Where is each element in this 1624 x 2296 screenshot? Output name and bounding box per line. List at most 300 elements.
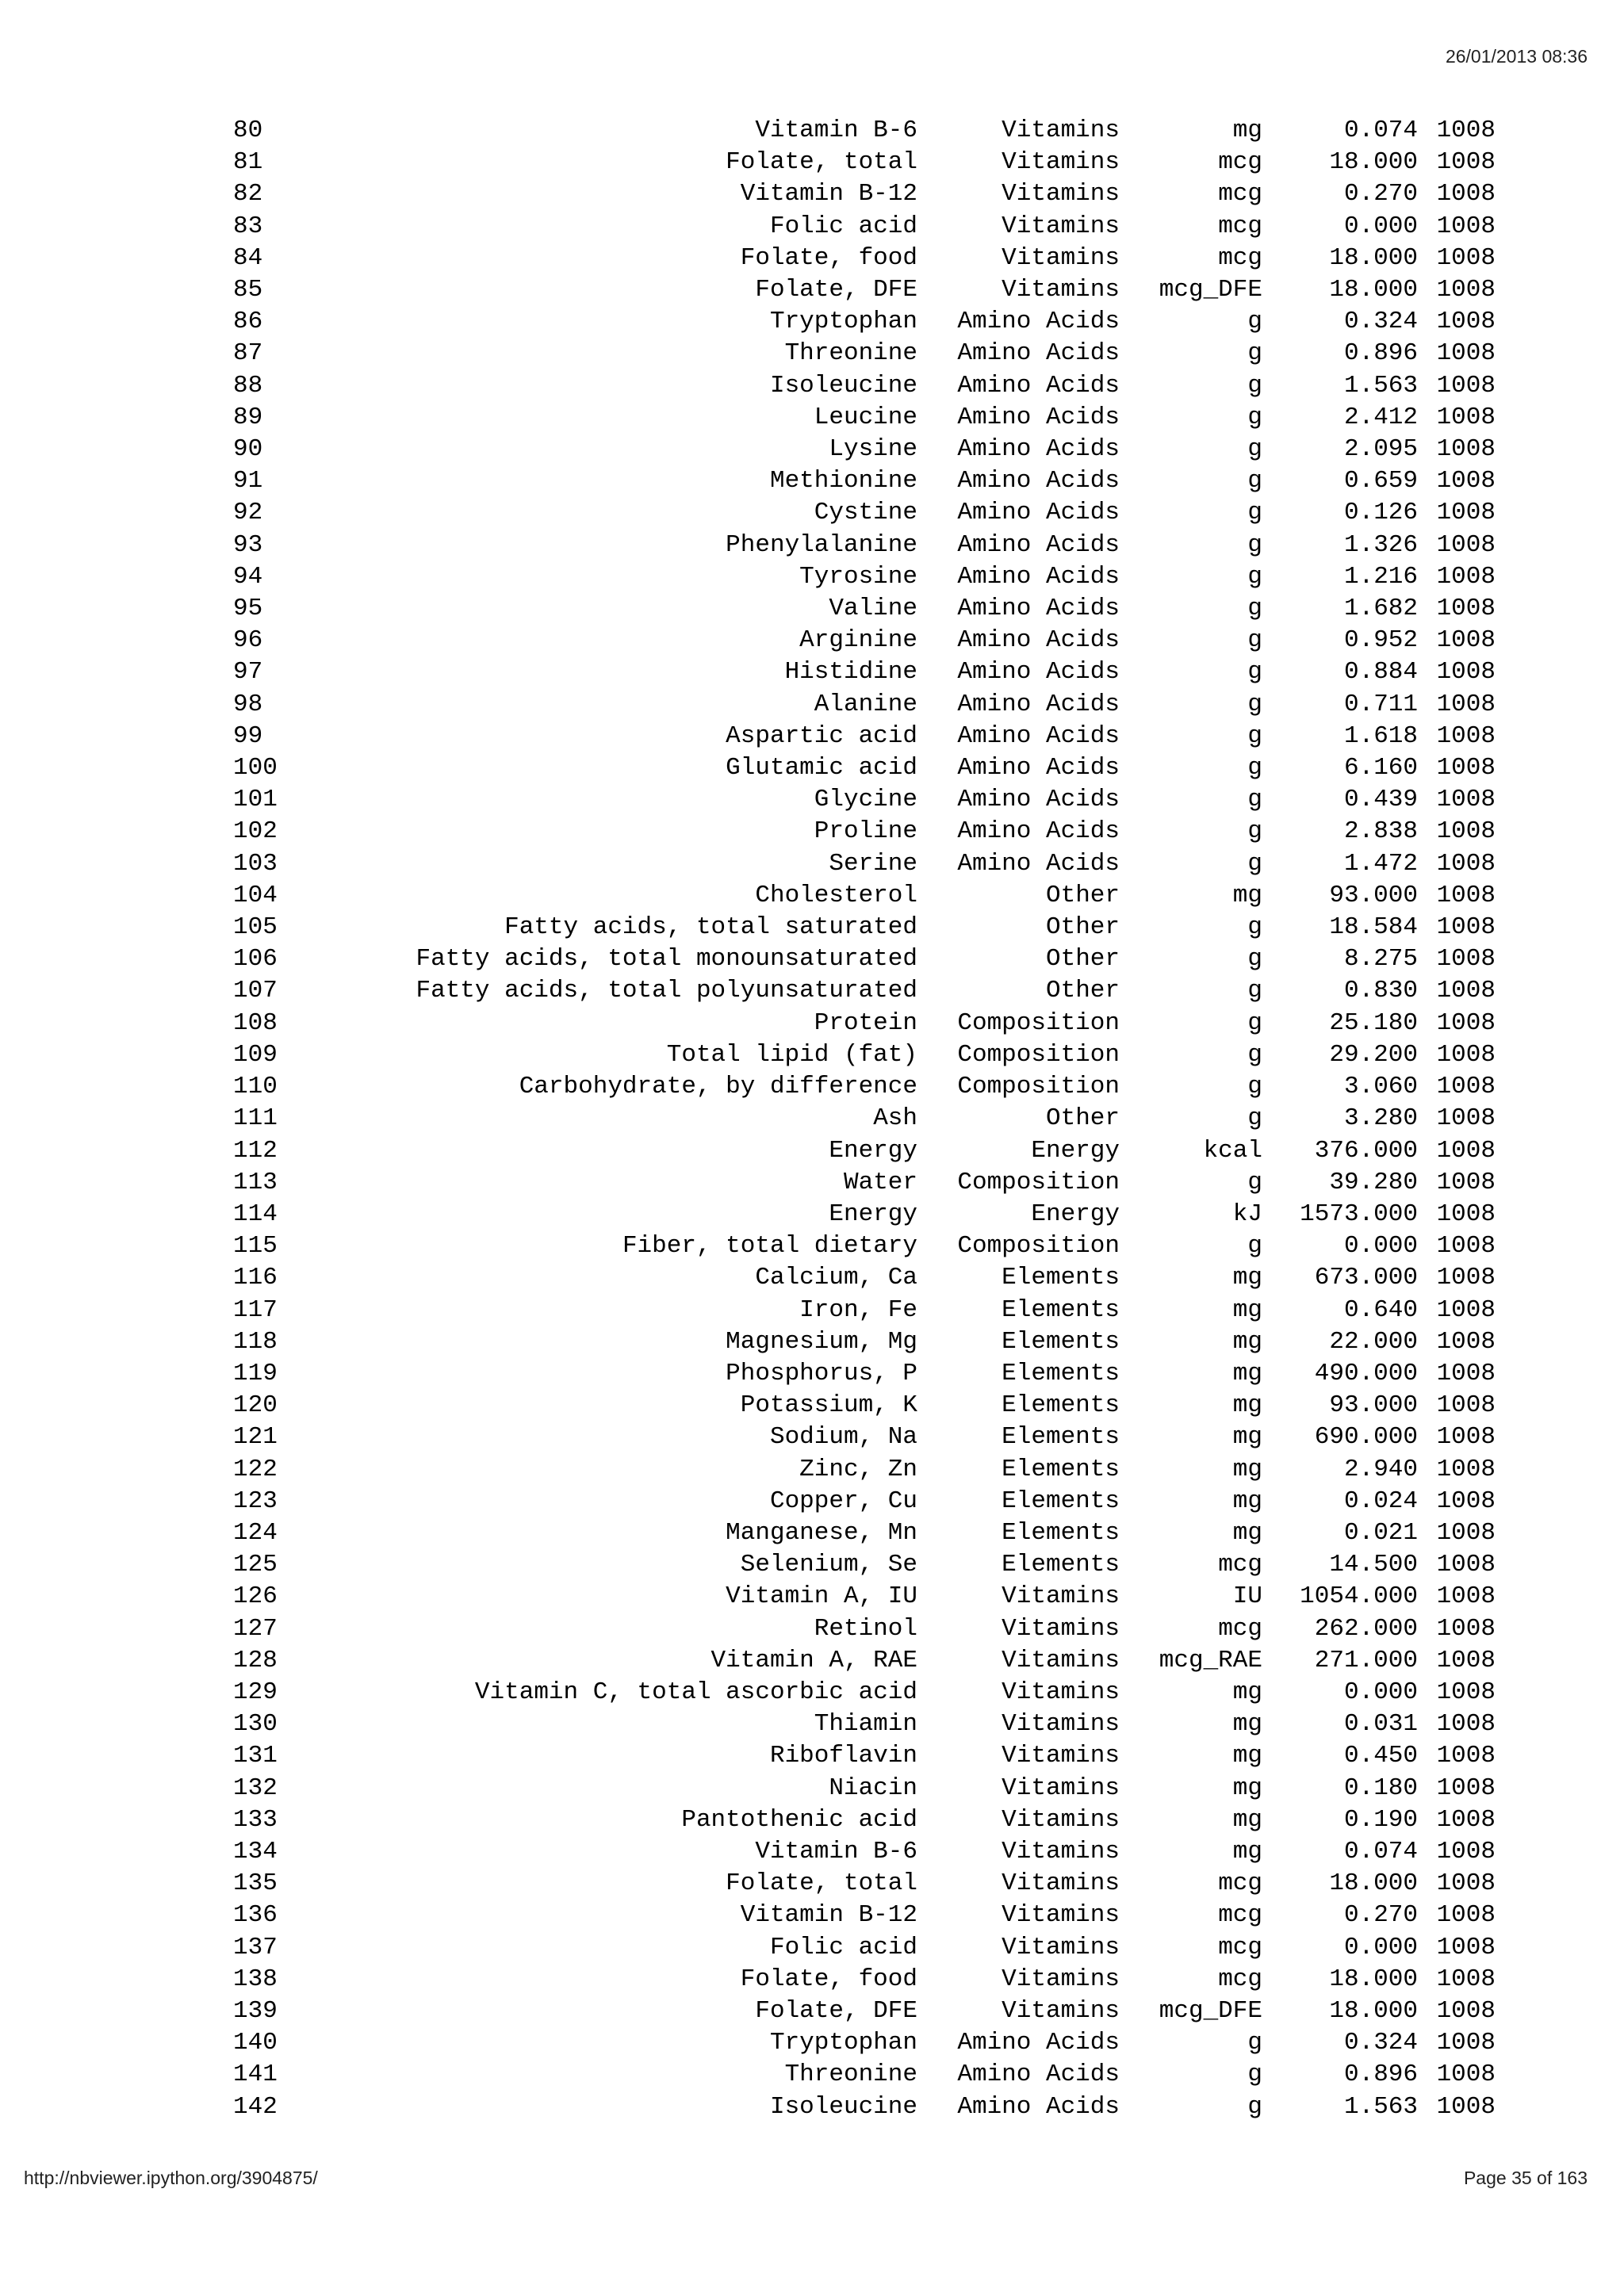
nutrient-name: Protein — [814, 1008, 917, 1037]
nutrient-value: 0.952 — [1343, 626, 1418, 655]
row-index: 113 — [233, 1168, 278, 1196]
food-group-id: 1008 — [1436, 499, 1496, 527]
food-group-id: 1008 — [1436, 2092, 1496, 2121]
nutrient-category: Vitamins — [1002, 1837, 1120, 1866]
row-index: 136 — [233, 1901, 278, 1930]
row-index: 82 — [233, 180, 263, 209]
nutrient-unit: g — [1247, 1104, 1262, 1133]
food-group-id: 1008 — [1436, 1837, 1496, 1866]
food-group-id: 1008 — [1436, 1774, 1496, 1802]
nutrient-category: Amino Acids — [957, 690, 1120, 718]
table-row — [233, 784, 1496, 816]
nutrient-unit: g — [1247, 754, 1262, 783]
row-index: 94 — [233, 562, 263, 591]
food-group-id: 1008 — [1436, 1136, 1496, 1165]
nutrient-value: 1.563 — [1343, 2092, 1418, 2121]
table-row — [233, 1709, 1496, 1740]
nutrient-value: 0.659 — [1343, 467, 1418, 496]
nutrient-category: Other — [1045, 881, 1120, 909]
food-group-id: 1008 — [1436, 1455, 1496, 1483]
nutrient-category: Elements — [1002, 1487, 1120, 1515]
nutrient-value: 25.180 — [1329, 1008, 1418, 1037]
food-group-id: 1008 — [1436, 1104, 1496, 1133]
nutrient-category: Other — [1045, 913, 1120, 942]
food-group-id: 1008 — [1436, 562, 1496, 591]
nutrient-value: 6.160 — [1343, 754, 1418, 783]
food-group-id: 1008 — [1436, 1646, 1496, 1674]
food-group-id: 1008 — [1436, 1582, 1496, 1611]
food-group-id: 1008 — [1436, 754, 1496, 783]
nutrient-name: Retinol — [814, 1614, 917, 1643]
table-row — [233, 1645, 1496, 1677]
food-group-id: 1008 — [1436, 530, 1496, 559]
nutrient-unit: mcg — [1218, 1614, 1262, 1643]
table-row — [233, 1071, 1496, 1103]
row-index: 100 — [233, 754, 278, 783]
nutrient-name: Tryptophan — [769, 2029, 917, 2057]
nutrient-value: 2.095 — [1343, 435, 1418, 464]
row-index: 140 — [233, 2029, 278, 2057]
table-row — [233, 1486, 1496, 1517]
nutrient-value: 0.190 — [1343, 1805, 1418, 1834]
nutrient-category: Amino Acids — [957, 595, 1120, 623]
food-group-id: 1008 — [1436, 658, 1496, 687]
food-group-id: 1008 — [1436, 881, 1496, 909]
nutrient-category: Amino Acids — [957, 786, 1120, 814]
nutrient-category: Composition — [957, 1232, 1120, 1261]
nutrient-name: Folic acid — [769, 212, 917, 240]
table-row — [233, 306, 1496, 338]
table-row — [233, 1868, 1496, 1900]
row-index: 109 — [233, 1040, 278, 1069]
table-row — [233, 1326, 1496, 1358]
row-index: 89 — [233, 403, 263, 431]
nutrient-category: Vitamins — [1002, 1965, 1120, 1993]
table-row — [233, 434, 1496, 465]
nutrient-value: 271.000 — [1314, 1646, 1418, 1674]
nutrient-unit: g — [1247, 1008, 1262, 1037]
nutrient-unit: g — [1247, 530, 1262, 559]
nutrient-name: Energy — [829, 1136, 917, 1165]
table-row — [233, 1613, 1496, 1645]
row-index: 103 — [233, 849, 278, 878]
food-group-id: 1008 — [1436, 595, 1496, 623]
table-row — [233, 1199, 1496, 1230]
nutrient-category: Vitamins — [1002, 180, 1120, 209]
nutrient-unit: g — [1247, 626, 1262, 655]
nutrient-category: Elements — [1002, 1295, 1120, 1324]
table-row — [233, 1996, 1496, 2027]
nutrient-value: 0.270 — [1343, 180, 1418, 209]
nutrient-value: 490.000 — [1314, 1359, 1418, 1387]
food-group-id: 1008 — [1436, 1423, 1496, 1452]
nutrient-value: 1.216 — [1343, 562, 1418, 591]
nutrient-name: Folate, total — [726, 1869, 917, 1898]
nutrient-table-body — [233, 115, 1496, 2123]
nutrient-value: 93.000 — [1329, 1391, 1418, 1420]
food-group-id: 1008 — [1436, 243, 1496, 272]
nutrient-name: Isoleucine — [769, 2092, 917, 2121]
food-group-id: 1008 — [1436, 212, 1496, 240]
nutrient-unit: mcg — [1218, 212, 1262, 240]
table-row — [233, 1358, 1496, 1390]
table-row — [233, 912, 1496, 943]
row-index: 88 — [233, 371, 263, 400]
nutrient-value: 0.896 — [1343, 339, 1418, 368]
nutrient-name: Lysine — [829, 435, 917, 464]
nutrient-unit: mg — [1232, 1295, 1262, 1324]
row-index: 134 — [233, 1837, 278, 1866]
food-group-id: 1008 — [1436, 945, 1496, 974]
table-row — [233, 1103, 1496, 1135]
nutrient-value: 0.830 — [1343, 977, 1418, 1005]
nutrient-unit: g — [1247, 339, 1262, 368]
nutrient-unit: mcg — [1218, 148, 1262, 177]
nutrient-value: 2.940 — [1343, 1455, 1418, 1483]
food-group-id: 1008 — [1436, 1965, 1496, 1993]
table-row — [233, 211, 1496, 243]
nutrient-name: Potassium, K — [740, 1391, 917, 1420]
food-group-id: 1008 — [1436, 1008, 1496, 1037]
nutrient-unit: g — [1247, 945, 1262, 974]
nutrient-category: Elements — [1002, 1455, 1120, 1483]
nutrient-unit: mcg — [1218, 1869, 1262, 1898]
food-group-id: 1008 — [1436, 1551, 1496, 1579]
nutrient-category: Energy — [1031, 1136, 1120, 1165]
table-row — [233, 497, 1496, 529]
nutrient-category: Elements — [1002, 1359, 1120, 1387]
table-row — [233, 625, 1496, 656]
nutrient-unit: g — [1247, 595, 1262, 623]
row-index: 128 — [233, 1646, 278, 1674]
row-index: 121 — [233, 1423, 278, 1452]
nutrient-value: 18.000 — [1329, 1869, 1418, 1898]
nutrient-value: 1054.000 — [1300, 1582, 1418, 1611]
nutrient-unit: g — [1247, 1232, 1262, 1261]
food-group-id: 1008 — [1436, 1359, 1496, 1387]
row-index: 98 — [233, 690, 263, 718]
table-row — [233, 1039, 1496, 1071]
nutrient-unit: mg — [1232, 1391, 1262, 1420]
nutrient-name: Total lipid (fat) — [666, 1040, 917, 1069]
food-group-id: 1008 — [1436, 1487, 1496, 1515]
table-row — [233, 2027, 1496, 2059]
nutrient-unit: mg — [1232, 1774, 1262, 1802]
nutrient-name: Threonine — [784, 2061, 917, 2089]
nutrient-category: Vitamins — [1002, 1582, 1120, 1611]
food-group-id: 1008 — [1436, 1614, 1496, 1643]
table-row — [233, 338, 1496, 369]
nutrient-unit: g — [1247, 690, 1262, 718]
row-index: 96 — [233, 626, 263, 655]
table-row — [233, 1677, 1496, 1709]
footer-url-link[interactable]: http://nbviewer.ipython.org/3904875/ — [24, 2168, 318, 2188]
nutrient-category: Elements — [1002, 1264, 1120, 1292]
nutrient-value: 18.000 — [1329, 276, 1418, 304]
nutrient-name: Fiber, total dietary — [622, 1232, 917, 1261]
row-index: 135 — [233, 1869, 278, 1898]
row-index: 114 — [233, 1200, 278, 1228]
table-row — [233, 178, 1496, 210]
table-row — [233, 1964, 1496, 1996]
nutrient-name: Threonine — [784, 339, 917, 368]
nutrient-unit: mcg — [1218, 1551, 1262, 1579]
row-index: 90 — [233, 435, 263, 464]
nutrient-category: Vitamins — [1002, 1901, 1120, 1930]
nutrient-value: 2.412 — [1343, 403, 1418, 431]
nutrient-name: Proline — [814, 817, 917, 846]
nutrient-name: Alanine — [814, 690, 917, 718]
food-group-id: 1008 — [1436, 435, 1496, 464]
nutrient-value: 18.000 — [1329, 148, 1418, 177]
food-group-id: 1008 — [1436, 690, 1496, 718]
nutrient-category: Vitamins — [1002, 243, 1120, 272]
table-row — [233, 530, 1496, 561]
nutrient-unit: mcg — [1218, 1965, 1262, 1993]
nutrient-unit: mg — [1232, 1264, 1262, 1292]
nutrient-value: 8.275 — [1343, 945, 1418, 974]
table-row — [233, 1773, 1496, 1804]
nutrient-name: Valine — [829, 595, 917, 623]
nutrient-category: Elements — [1002, 1327, 1120, 1356]
nutrient-category: Amino Acids — [957, 403, 1120, 431]
row-index: 125 — [233, 1551, 278, 1579]
row-index: 137 — [233, 1933, 278, 1961]
row-index: 141 — [233, 2061, 278, 2089]
food-group-id: 1008 — [1436, 786, 1496, 814]
table-row — [233, 816, 1496, 848]
nutrient-category: Vitamins — [1002, 1678, 1120, 1706]
nutrient-name: Ash — [873, 1104, 917, 1133]
nutrient-name: Folate, food — [740, 243, 917, 272]
nutrient-name: Fatty acids, total polyunsaturated — [416, 977, 917, 1005]
table-row — [233, 1900, 1496, 1931]
row-index: 95 — [233, 595, 263, 623]
row-index: 86 — [233, 308, 263, 336]
row-index: 107 — [233, 977, 278, 1005]
nutrient-value: 0.180 — [1343, 1774, 1418, 1802]
food-group-id: 1008 — [1436, 817, 1496, 846]
nutrient-category: Vitamins — [1002, 1774, 1120, 1802]
nutrient-unit: g — [1247, 849, 1262, 878]
nutrient-value: 0.000 — [1343, 1678, 1418, 1706]
nutrient-category: Other — [1045, 945, 1120, 974]
nutrient-value: 0.000 — [1343, 1933, 1418, 1961]
nutrient-unit: g — [1247, 562, 1262, 591]
nutrient-name: Glycine — [814, 786, 917, 814]
nutrient-unit: g — [1247, 817, 1262, 846]
food-group-id: 1008 — [1436, 721, 1496, 750]
nutrient-table — [233, 115, 1496, 2123]
nutrient-name: Phosphorus, P — [726, 1359, 917, 1387]
nutrient-unit: kJ — [1232, 1200, 1262, 1228]
nutrient-unit: g — [1247, 2029, 1262, 2057]
row-index: 85 — [233, 276, 263, 304]
nutrient-category: Amino Acids — [957, 721, 1120, 750]
nutrient-name: Thiamin — [814, 1710, 917, 1739]
nutrient-name: Vitamin B-12 — [740, 1901, 917, 1930]
nutrient-unit: mg — [1232, 1710, 1262, 1739]
food-group-id: 1008 — [1436, 1200, 1496, 1228]
nutrient-unit: g — [1247, 467, 1262, 496]
row-index: 123 — [233, 1487, 278, 1515]
food-group-id: 1008 — [1436, 276, 1496, 304]
table-row — [233, 465, 1496, 497]
nutrient-category: Amino Acids — [957, 467, 1120, 496]
table-row — [233, 1804, 1496, 1836]
row-index: 81 — [233, 148, 263, 177]
nutrient-value: 0.000 — [1343, 1232, 1418, 1261]
nutrient-name: Folic acid — [769, 1933, 917, 1961]
table-row — [233, 1932, 1496, 1964]
nutrient-name: Vitamin C, total ascorbic acid — [474, 1678, 917, 1706]
food-group-id: 1008 — [1436, 913, 1496, 942]
nutrient-unit: mg — [1232, 1327, 1262, 1356]
row-index: 122 — [233, 1455, 278, 1483]
nutrient-unit: g — [1247, 658, 1262, 687]
nutrient-name: Serine — [829, 849, 917, 878]
nutrient-unit: mg — [1232, 1678, 1262, 1706]
food-group-id: 1008 — [1436, 180, 1496, 209]
nutrient-name: Magnesium, Mg — [726, 1327, 917, 1356]
nutrient-name: Fatty acids, total saturated — [504, 913, 917, 942]
row-index: 105 — [233, 913, 278, 942]
nutrient-name: Copper, Cu — [769, 1487, 917, 1515]
nutrient-unit: g — [1247, 1168, 1262, 1196]
nutrient-value: 2.838 — [1343, 817, 1418, 846]
food-group-id: 1008 — [1436, 1901, 1496, 1930]
table-row — [233, 1740, 1496, 1772]
food-group-id: 1008 — [1436, 1678, 1496, 1706]
nutrient-value: 39.280 — [1329, 1168, 1418, 1196]
nutrient-value: 3.060 — [1343, 1073, 1418, 1101]
food-group-id: 1008 — [1436, 1933, 1496, 1961]
row-index: 104 — [233, 881, 278, 909]
table-row — [233, 848, 1496, 880]
nutrient-unit: g — [1247, 2061, 1262, 2089]
food-group-id: 1008 — [1436, 308, 1496, 336]
nutrient-name: Manganese, Mn — [726, 1518, 917, 1547]
nutrient-value: 0.024 — [1343, 1487, 1418, 1515]
nutrient-category: Amino Acids — [957, 435, 1120, 464]
nutrient-category: Vitamins — [1002, 1996, 1120, 2025]
nutrient-category: Vitamins — [1002, 1614, 1120, 1643]
nutrient-category: Amino Acids — [957, 2061, 1120, 2089]
table-row — [233, 721, 1496, 752]
food-group-id: 1008 — [1436, 1327, 1496, 1356]
food-group-id: 1008 — [1436, 403, 1496, 431]
nutrient-category: Amino Acids — [957, 849, 1120, 878]
food-group-id: 1008 — [1436, 1168, 1496, 1196]
row-index: 142 — [233, 2092, 278, 2121]
nutrient-value: 3.280 — [1343, 1104, 1418, 1133]
nutrient-category: Composition — [957, 1168, 1120, 1196]
row-index: 93 — [233, 530, 263, 559]
nutrient-unit: IU — [1232, 1582, 1262, 1611]
food-group-id: 1008 — [1436, 1710, 1496, 1739]
nutrient-name: Tryptophan — [769, 308, 917, 336]
row-index: 117 — [233, 1295, 278, 1324]
print-datetime: 26/01/2013 08:36 — [1445, 46, 1588, 67]
table-row — [233, 1422, 1496, 1453]
nutrient-category: Vitamins — [1002, 1933, 1120, 1961]
row-index: 119 — [233, 1359, 278, 1387]
nutrient-category: Amino Acids — [957, 817, 1120, 846]
row-index: 84 — [233, 243, 263, 272]
table-row — [233, 1836, 1496, 1868]
food-group-id: 1008 — [1436, 371, 1496, 400]
row-index: 102 — [233, 817, 278, 846]
nutrient-name: Vitamin A, IU — [726, 1582, 917, 1611]
nutrient-value: 690.000 — [1314, 1423, 1418, 1452]
nutrient-unit: mcg — [1218, 1933, 1262, 1961]
nutrient-name: Phenylalanine — [726, 530, 917, 559]
nutrient-category: Energy — [1031, 1200, 1120, 1228]
nutrient-unit: mg — [1232, 1837, 1262, 1866]
row-index: 126 — [233, 1582, 278, 1611]
nutrient-value: 1.618 — [1343, 721, 1418, 750]
row-index: 108 — [233, 1008, 278, 1037]
table-row — [233, 752, 1496, 784]
nutrient-value: 22.000 — [1329, 1327, 1418, 1356]
food-group-id: 1008 — [1436, 1391, 1496, 1420]
table-row — [233, 2059, 1496, 2091]
row-index: 111 — [233, 1104, 278, 1133]
nutrient-name: Selenium, Se — [740, 1551, 917, 1579]
nutrient-value: 0.074 — [1343, 117, 1418, 144]
nutrient-value: 0.439 — [1343, 786, 1418, 814]
nutrient-name: Isoleucine — [769, 371, 917, 400]
nutrient-category: Vitamins — [1002, 276, 1120, 304]
nutrient-name: Tyrosine — [799, 562, 917, 591]
nutrient-name: Aspartic acid — [726, 721, 917, 750]
nutrient-value: 29.200 — [1329, 1040, 1418, 1069]
nutrient-name: Fatty acids, total monounsaturated — [416, 945, 917, 974]
nutrient-category: Vitamins — [1002, 1710, 1120, 1739]
nutrient-name: Iron, Fe — [799, 1295, 917, 1324]
nutrient-value: 1.326 — [1343, 530, 1418, 559]
table-row — [233, 1390, 1496, 1422]
row-index: 83 — [233, 212, 263, 240]
nutrient-value: 0.270 — [1343, 1901, 1418, 1930]
nutrient-unit: mg — [1232, 1805, 1262, 1834]
nutrient-value: 1.682 — [1343, 595, 1418, 623]
nutrient-name: Carbohydrate, by difference — [519, 1073, 917, 1101]
row-index: 92 — [233, 499, 263, 527]
nutrient-category: Amino Acids — [957, 562, 1120, 591]
row-index: 124 — [233, 1518, 278, 1547]
row-index: 106 — [233, 945, 278, 974]
table-row — [233, 593, 1496, 625]
nutrient-category: Vitamins — [1002, 212, 1120, 240]
nutrient-value: 0.450 — [1343, 1742, 1418, 1770]
row-index: 97 — [233, 658, 263, 687]
page-number: Page 35 of 163 — [1463, 2168, 1588, 2188]
nutrient-category: Vitamins — [1002, 1646, 1120, 1674]
nutrient-value: 0.021 — [1343, 1518, 1418, 1547]
row-index: 129 — [233, 1678, 278, 1706]
nutrient-name: Vitamin A, RAE — [710, 1646, 917, 1674]
nutrient-value: 0.000 — [1343, 212, 1418, 240]
nutrient-category: Amino Acids — [957, 2029, 1120, 2057]
nutrient-value: 1.472 — [1343, 849, 1418, 878]
row-index: 120 — [233, 1391, 278, 1420]
nutrient-unit: g — [1247, 1073, 1262, 1101]
nutrient-name: Folate, total — [726, 148, 917, 177]
nutrient-category: Amino Acids — [957, 371, 1120, 400]
row-index: 118 — [233, 1327, 278, 1356]
nutrient-name: Pantothenic acid — [681, 1805, 917, 1834]
